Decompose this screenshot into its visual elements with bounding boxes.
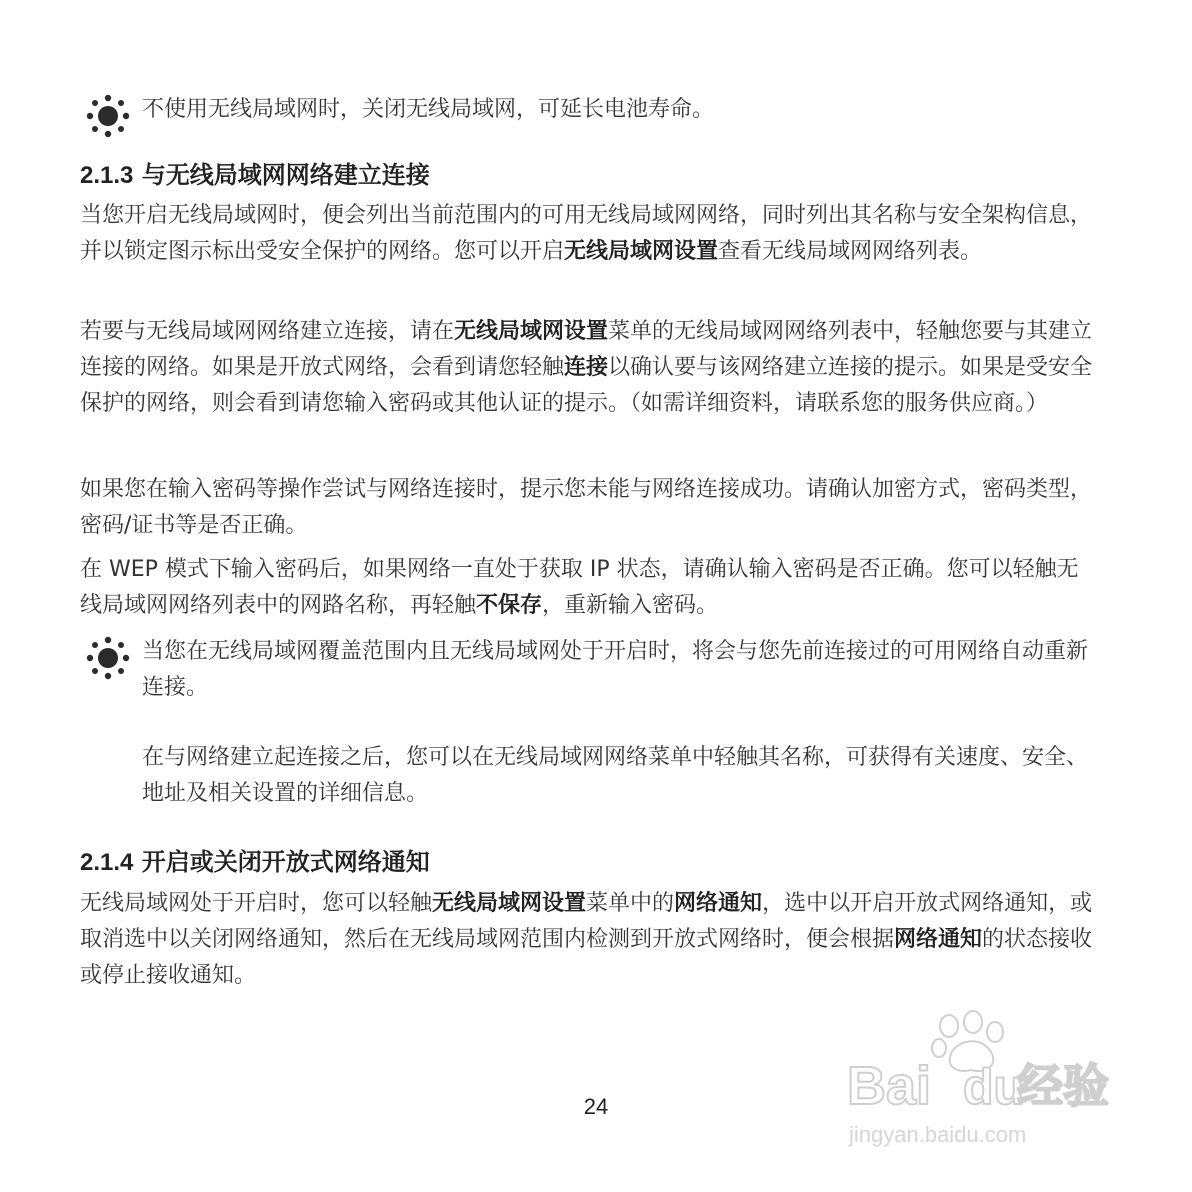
text-run: 菜单的无线局域网网络列表中，轻触您要与其建立连接的网络。如果是开放式网络，会看到请您轻触 (80, 319, 1093, 380)
text-run: 无线局域网处于开启时，您可以轻触 (80, 891, 433, 916)
text-run: 在 WEP 模式下输入密码后，如果网络一直处于获取 IP 状态，请确认输入密码是否正确。您可以轻触无线局域网网络列表中的网路名称，再轻触 (80, 557, 1079, 618)
bold-term-wlan-settings: 无线局域网设置 (454, 319, 609, 344)
tip-note-1 (80, 92, 1095, 128)
watermark-brand-jingyan: 经验 (1017, 1060, 1109, 1112)
text-run: 以确认要与该网络建立连接的提示。如果是受安全保护的网络，则会看到请您输入密码或其他认证的提示。（如需详细资料，请联系您的服务供应商。） (80, 355, 1093, 416)
bold-term-network-notification: 网络通知 (894, 927, 983, 952)
text-run: 查看无线局域网网络列表。 (718, 239, 983, 264)
paragraph-1 (80, 198, 1095, 270)
bold-term-wlan-settings: 无线局域网设置 (432, 891, 587, 916)
lightbulb-tip-icon (84, 634, 132, 682)
text-run: ，重新输入密码。 (542, 593, 719, 618)
section-number: 2.1.4 (80, 849, 134, 876)
bold-term-connect: 连接 (564, 355, 609, 380)
watermark-brand-du: du (963, 1059, 1025, 1115)
section-heading-2-1-3 (80, 155, 430, 190)
page-number: 24 (583, 1094, 609, 1119)
text-run: 的状态接收或停止接收通知。 (80, 927, 1093, 988)
section-number: 2.1.3 (80, 162, 134, 189)
bold-term-wlan-settings: 无线局域网设置 (564, 239, 719, 264)
baidu-jingyan-watermark (845, 1010, 1125, 1160)
tip-text-2: 当您在无线局域网覆盖范围内且无线局域网处于开启时，将会与您先前连接过的可用网络自动重新连接。 (142, 639, 1089, 700)
section-title: 与无线局域网网络建立连接 (141, 161, 430, 189)
tip-note-2 (80, 634, 1095, 812)
paragraph-5 (80, 886, 1095, 994)
watermark-url: jingyan.baidu.com (849, 1122, 1027, 1147)
text-run: 当您开启无线局域网时，便会列出当前范围内的可用无线局域网网络，同时列出其名称与安全架构信息，并以锁定图示标出受安全保护的网络。您可以开启 (80, 203, 1093, 264)
bold-term-network-notification: 网络通知 (674, 891, 763, 916)
text-run: ，选中以开启开放式网络通知，或取消选中以关闭网络通知，然后在无线局域网范围内检测到开放式网络时，便会根据 (80, 891, 1093, 952)
text-run: 若要与无线局域网网络建立连接，请在 (80, 319, 455, 344)
bold-term-forget: 不保存 (476, 593, 543, 618)
section-title: 开启或关闭开放式网络通知 (141, 848, 430, 876)
tip-text-1: 不使用无线局域网时，关闭无线局域网，可延长电池寿命。 (142, 97, 715, 122)
lightbulb-tip-icon (84, 92, 132, 140)
watermark-brand-bai: Bai (847, 1056, 932, 1116)
paragraph-4 (80, 552, 1095, 624)
paragraph-2 (80, 314, 1095, 422)
paragraph-3: 如果您在输入密码等操作尝试与网络连接时，提示您未能与网络连接成功。请确认加密方式，密码类型，密码/证书等是否正确。 (80, 477, 1093, 538)
text-run: 菜单中的 (586, 891, 675, 916)
section-heading-2-1-4 (80, 842, 430, 877)
tip-text-2-continued: 在与网络建立起连接之后，您可以在无线局域网网络菜单中轻触其名称，可获得有关速度、安全、地址及相关设置的详细信息。 (142, 745, 1089, 806)
